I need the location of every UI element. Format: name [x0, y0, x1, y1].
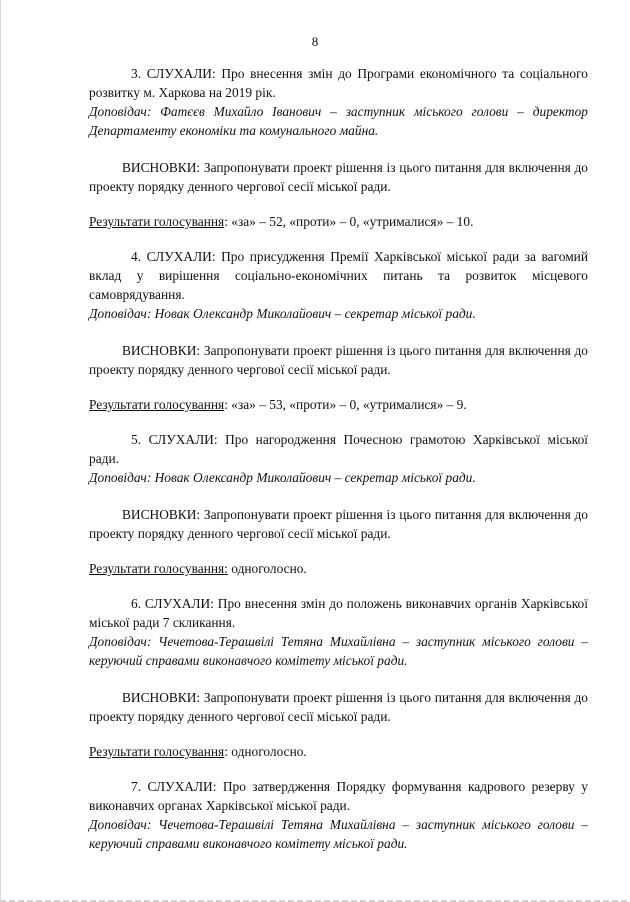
heard-label: 5. СЛУХАЛИ: [131, 432, 218, 447]
voting-result [89, 395, 588, 414]
agenda-item-7 [89, 777, 588, 853]
conclusion-paragraph [89, 341, 588, 379]
minutes-body [89, 64, 588, 853]
voting-result [89, 559, 588, 578]
heard-paragraph [89, 430, 588, 468]
agenda-item-4 [89, 247, 588, 414]
speaker-paragraph [89, 815, 588, 853]
heard-label: 7. СЛУХАЛИ: [131, 779, 217, 794]
heard-text: Про внесення змін до Програми економічного та соціального розвитку м. Харкова на 2019 рік. [89, 66, 588, 100]
speaker-text: Чечетова-Терашвілі Тетяна Михайлівна – заступник міського голови – керуючий справами виконавчого комітету міської ради. [89, 634, 588, 668]
speaker-paragraph [89, 304, 588, 323]
voting-result-label: Результати голосування [89, 397, 225, 412]
heard-paragraph [89, 247, 588, 304]
voting-result-label: Результати голосування [89, 744, 225, 759]
conclusion-text: Запропонувати проект рішення із цього питання для включення до проекту порядку денного чергової сесії міської ради. [89, 343, 588, 377]
heard-paragraph [89, 64, 588, 102]
speaker-paragraph [89, 468, 588, 487]
heard-text: Про присудження Премії Харківської міської ради за вагомий вклад у вирішення соціально-економічних питань та розвиток місцевого самоврядування. [89, 249, 588, 302]
conclusion-text: Запропонувати проект рішення із цього питання для включення до проекту порядку денного чергової сесії міської ради. [89, 690, 588, 724]
conclusion-text: Запропонувати проект рішення із цього питання для включення до проекту порядку денного чергової сесії міської ради. [89, 507, 588, 541]
voting-result-text: : «за» – 52, «проти» – 0, «утрималися» – 10. [224, 214, 474, 229]
conclusion-label: ВИСНОВКИ: [122, 160, 201, 175]
voting-result-text: : одноголосно. [224, 744, 307, 759]
conclusion-paragraph [89, 158, 588, 196]
heard-paragraph [89, 777, 588, 815]
voting-result-text: одноголосно. [227, 561, 307, 576]
conclusion-label: ВИСНОВКИ: [122, 690, 201, 705]
speaker-paragraph [89, 102, 588, 140]
speaker-text: Новак Олександр Миколайович – секретар міської ради. [154, 470, 476, 485]
speaker-label: Доповідач: [89, 470, 152, 485]
heard-text: Про внесення змін до положень виконавчих органів Харківської міської ради 7 скликання. [89, 596, 588, 630]
heard-label: 4. СЛУХАЛИ: [131, 249, 216, 264]
conclusion-paragraph [89, 505, 588, 543]
voting-result-label: Результати голосування: [89, 561, 228, 576]
speaker-label: Доповідач: [89, 306, 152, 321]
agenda-item-5 [89, 430, 588, 578]
speaker-paragraph [89, 632, 588, 670]
heard-label: 6. СЛУХАЛИ: [131, 596, 214, 611]
agenda-item-6 [89, 594, 588, 761]
speaker-text: Новак Олександр Миколайович – секретар міської ради. [154, 306, 476, 321]
page-number: 8 [311, 34, 319, 49]
voting-result [89, 742, 588, 761]
heard-text: Про нагородження Почесною грамотою Харківської міської ради. [89, 432, 588, 466]
voting-result-text: : «за» – 53, «проти» – 0, «утрималися» – 9. [224, 397, 467, 412]
speaker-text: Чечетова-Терашвілі Тетяна Михайлівна – заступник міського голови – керуючий справами виконавчого комітету міської ради. [89, 817, 588, 851]
heard-label: 3. СЛУХАЛИ: [131, 66, 216, 81]
conclusion-paragraph [89, 688, 588, 726]
agenda-item-3 [89, 64, 588, 231]
conclusion-text: Запропонувати проект рішення із цього питання для включення до проекту порядку денного чергової сесії міської ради. [89, 160, 588, 194]
voting-result-label: Результати голосування [89, 214, 225, 229]
speaker-label: Доповідач: [89, 104, 152, 119]
speaker-label: Доповідач: [89, 634, 152, 649]
speaker-text: Фатєєв Михайло Іванович – заступник міського голови – директор Департаменту економіки та комунального майна. [89, 104, 588, 138]
scan-left-edge [0, 0, 1, 902]
heard-text: Про затвердження Порядку формування кадрового резерву у виконавчих органах Харківської міської ради. [89, 779, 588, 813]
conclusion-label: ВИСНОВКИ: [122, 507, 201, 522]
heard-paragraph [89, 594, 588, 632]
speaker-label: Доповідач: [89, 817, 152, 832]
voting-result [89, 212, 588, 231]
conclusion-label: ВИСНОВКИ: [122, 343, 201, 358]
